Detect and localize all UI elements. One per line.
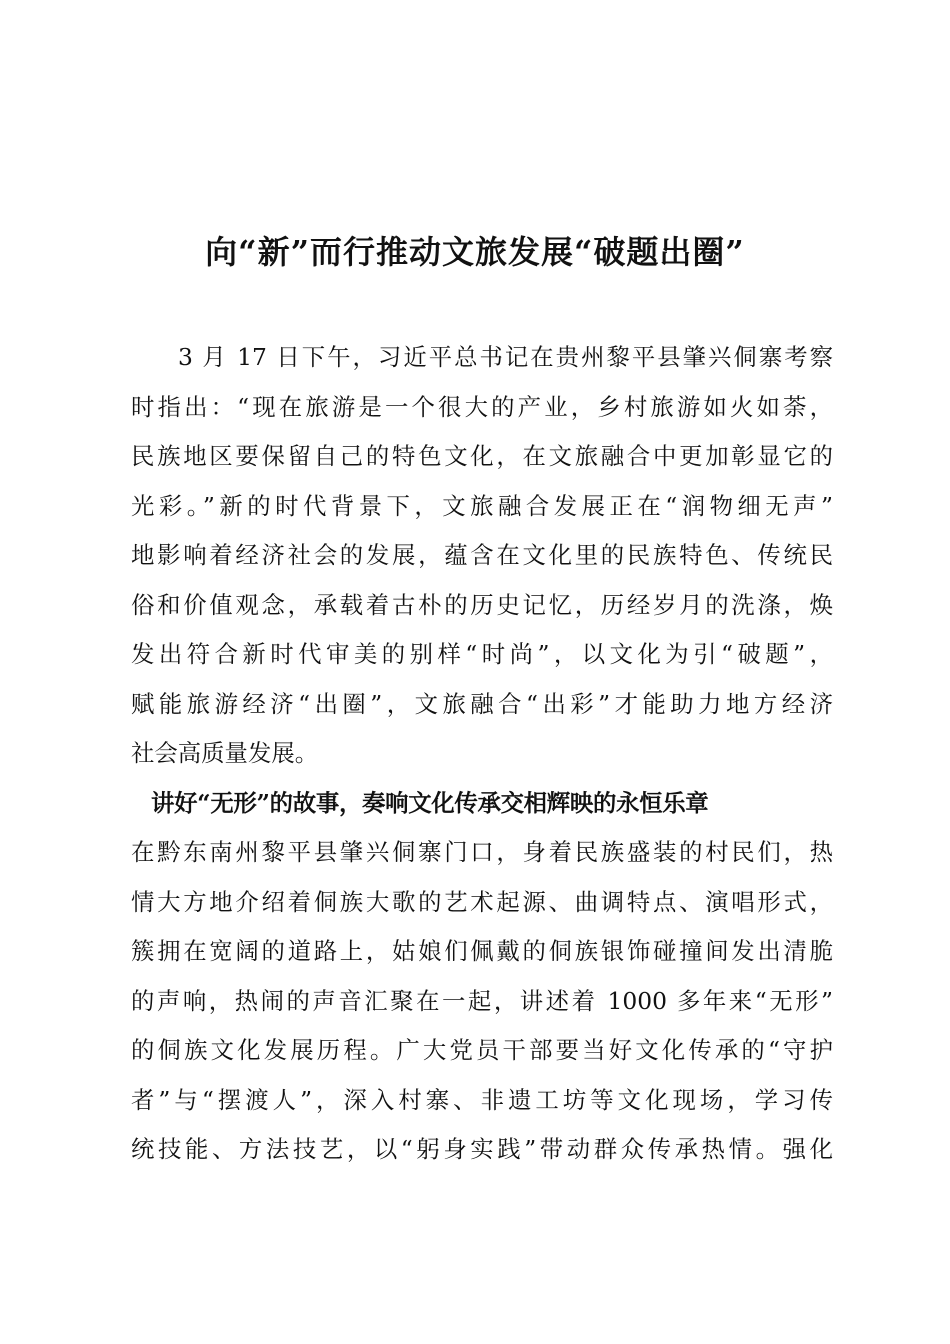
document-title: 向“新”而行推动文旅发展“破题出圈”	[205, 233, 745, 271]
body-line: 地影响着经济社会的发展，蕴含在文化里的民族特色、传统民	[131, 541, 833, 569]
body-line: 簇拥在宽阔的道路上，姑娘们佩戴的侗族银饰碰撞间发出清脆	[131, 937, 833, 965]
body-line: 赋能旅游经济“出圈”，文旅融合“出彩”才能助力地方经济	[131, 689, 833, 718]
body-line: 民族地区要保留自己的特色文化，在文旅融合中更加彰显它的	[131, 442, 833, 470]
body-line: 在黔东南州黎平县肇兴侗寨门口，身着民族盛装的村民们，热	[131, 838, 833, 866]
body-line: 3 月 17 日下午，习近平总书记在贵州黎平县肇兴侗寨考察	[178, 343, 833, 371]
body-line: 者”与“摆渡人”，深入村寨、非遗工坊等文化现场，学习传	[131, 1085, 833, 1114]
section-heading: 讲好“无形”的故事，奏响文化传承交相辉映的永恒乐章	[151, 788, 709, 817]
body-line: 光彩。”新的时代背景下，文旅融合发展正在“润物细无声”	[131, 491, 833, 520]
body-line: 统技能、方法技艺，以“躬身实践”带动群众传承热情。强化	[131, 1135, 833, 1163]
body-line: 的侗族文化发展历程。广大党员干部要当好文化传承的“守护	[131, 1036, 833, 1064]
body-line: 时指出：“现在旅游是一个很大的产业，乡村旅游如火如荼，	[131, 392, 833, 421]
body-line: 社会高质量发展。	[131, 739, 319, 767]
body-line: 情大方地介绍着侗族大歌的艺术起源、曲调特点、演唱形式，	[131, 887, 833, 916]
body-line: 的声响，热闹的声音汇聚在一起，讲述着 1000 多年来“无形”	[131, 986, 833, 1015]
body-line: 发出符合新时代审美的别样“时尚”，以文化为引“破题”，	[131, 640, 833, 668]
body-line: 俗和价值观念，承载着古朴的历史记忆，历经岁月的洗涤，焕	[131, 590, 833, 619]
document-body	[131, 333, 833, 1175]
